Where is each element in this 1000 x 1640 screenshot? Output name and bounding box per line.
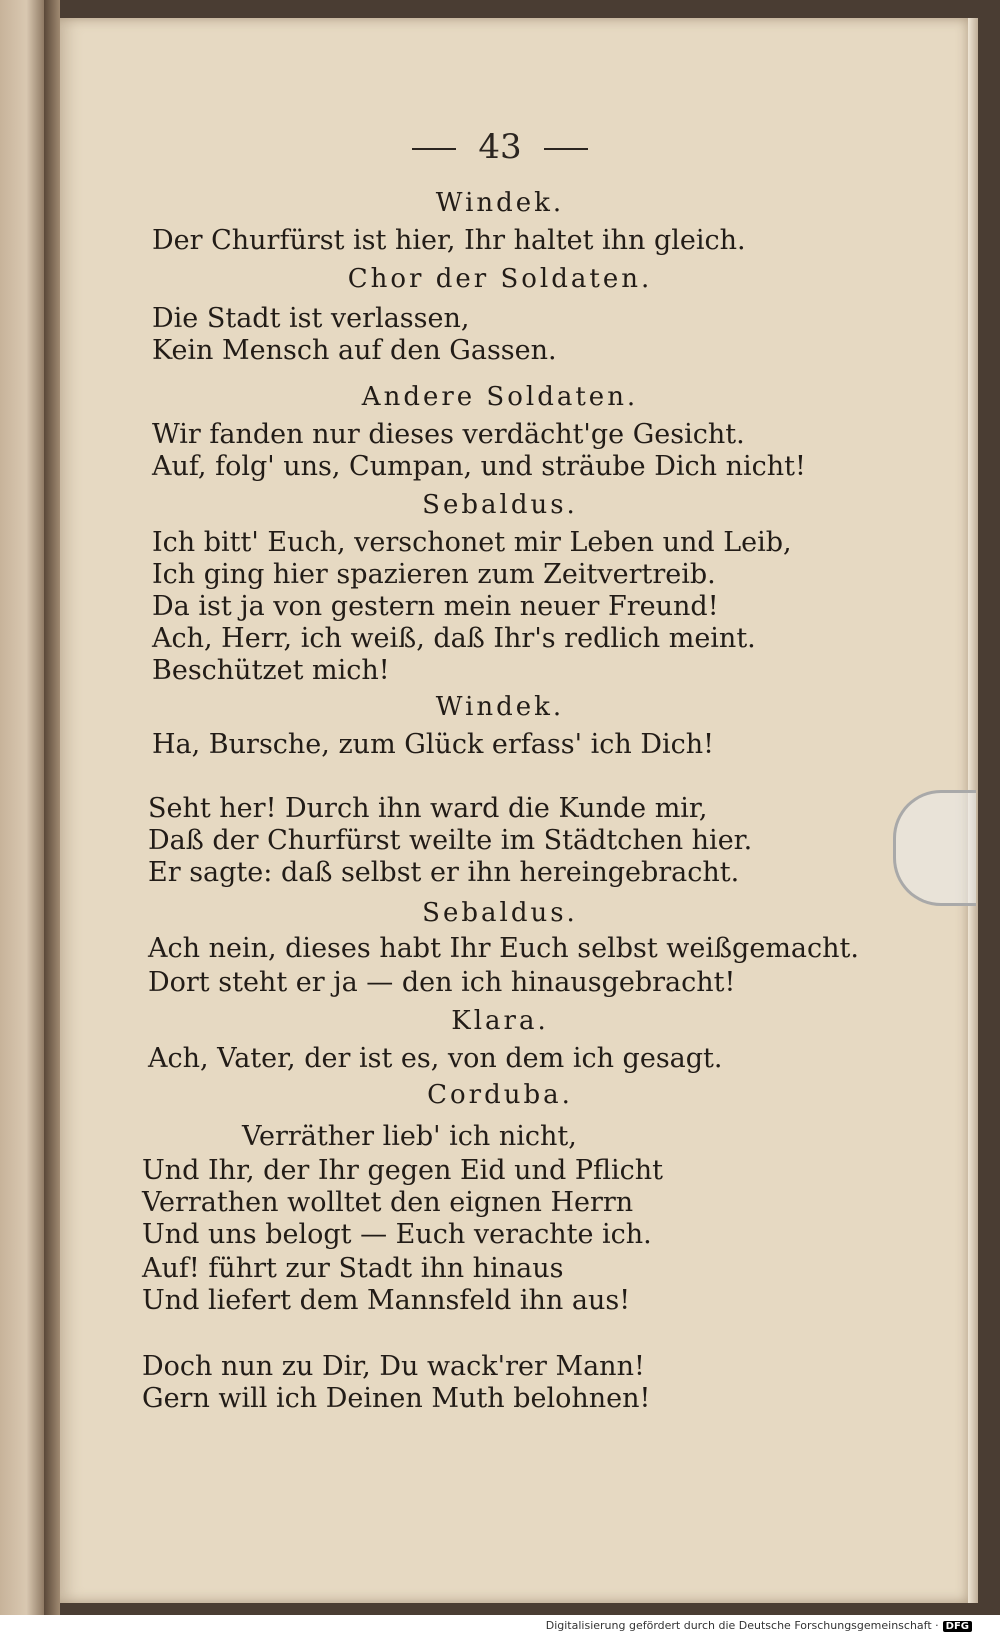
verse-line: Er sagte: daß selbst er ihn hereingebracht. xyxy=(148,857,740,888)
verse-line: Ich ging hier spazieren zum Zeitvertreib. xyxy=(152,559,716,590)
speaker-heading: Klara. xyxy=(451,1006,549,1036)
page-number-dash-left xyxy=(412,148,456,150)
speaker-heading: Chor der Soldaten. xyxy=(347,264,653,294)
verse-line: Seht her! Durch ihn ward die Kunde mir, xyxy=(148,793,708,824)
verse-line: Daß der Churfürst weilte im Städtchen hier. xyxy=(148,825,753,856)
speaker-heading: Sebaldus. xyxy=(422,898,578,928)
verse-line: Und uns belogt — Euch verachte ich. xyxy=(142,1219,652,1250)
verse-line: Der Churfürst ist hier, Ihr haltet ihn gleich. xyxy=(152,225,746,256)
verse-line: Gern will ich Deinen Muth belohnen! xyxy=(142,1383,651,1414)
verse-line: Doch nun zu Dir, Du wack'rer Mann! xyxy=(142,1351,645,1382)
page-number xyxy=(0,127,1000,167)
verse-line: Ach, Herr, ich weiß, daß Ihr's redlich meint. xyxy=(152,623,756,654)
verse-line: Wir fanden nur dieses verdächt'ge Gesicht. xyxy=(152,419,745,450)
dfg-logo: DFG xyxy=(943,1621,972,1632)
verse-line: Und Ihr, der Ihr gegen Eid und Pflicht xyxy=(142,1155,663,1186)
verse-line: Da ist ja von gestern mein neuer Freund! xyxy=(152,591,719,622)
verse-line: Kein Mensch auf den Gassen. xyxy=(152,335,557,366)
verse-line: Und liefert dem Mannsfeld ihn aus! xyxy=(142,1285,631,1316)
verse-line: Beschützet mich! xyxy=(152,655,390,686)
verse-line: Verrathen wolltet den eignen Herrn xyxy=(142,1187,634,1218)
book-gutter xyxy=(44,0,60,1615)
facing-page-edge xyxy=(0,0,44,1615)
verse-line: Auf, folg' uns, Cumpan, und sträube Dich nicht! xyxy=(152,451,806,482)
page-number-value: 43 xyxy=(478,127,522,167)
page-clip xyxy=(893,790,976,906)
verse-line: Dort steht er ja — den ich hinausgebracht! xyxy=(148,967,736,998)
page-number-dash-right xyxy=(544,148,588,150)
speaker-heading: Windek. xyxy=(435,188,565,218)
digitization-credit-text: Digitalisierung gefördert durch die Deutsche Forschungsgemeinschaft · xyxy=(545,1619,939,1632)
speaker-heading: Windek. xyxy=(435,692,565,722)
verse-line: Auf! führt zur Stadt ihn hinaus xyxy=(142,1253,564,1284)
speaker-heading: Sebaldus. xyxy=(422,490,578,520)
verse-line: Ach nein, dieses habt Ihr Euch selbst weißgemacht. xyxy=(148,933,859,964)
verse-line: Verräther lieb' ich nicht, xyxy=(242,1121,577,1152)
verse-line: Ich bitt' Euch, verschonet mir Leben und Leib, xyxy=(152,527,792,558)
verse-line: Die Stadt ist verlassen, xyxy=(152,303,470,334)
digitization-credit xyxy=(546,1619,972,1632)
verse-line: Ach, Vater, der ist es, von dem ich gesagt. xyxy=(148,1043,723,1074)
speaker-heading: Andere Soldaten. xyxy=(361,382,639,412)
speaker-heading: Corduba. xyxy=(427,1080,573,1110)
verse-line: Ha, Bursche, zum Glück erfass' ich Dich! xyxy=(152,729,714,760)
